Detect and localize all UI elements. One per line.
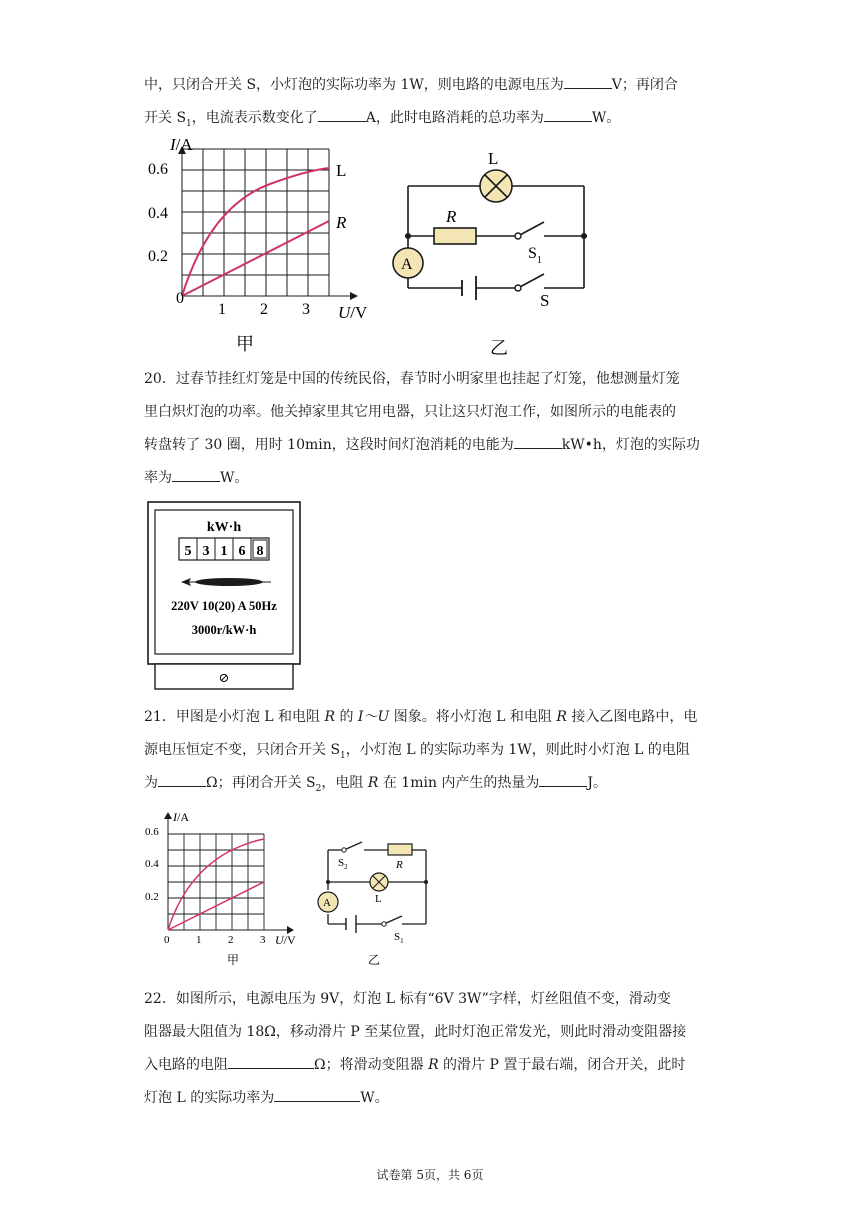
lamp-label: L: [488, 149, 499, 168]
answer-blank: [318, 107, 366, 122]
figure-caption: 乙: [490, 338, 508, 358]
meter-digits: [179, 538, 269, 560]
meter-spec: 220V 10(20) A 50Hz: [171, 599, 277, 613]
x-axis-label: U/V: [275, 933, 296, 947]
x-tick-label: 2: [228, 934, 234, 946]
q20-line3: 转盘转了 30 圈，用时 10min，这段时间灯泡消耗的电能为 kW•h，灯泡的实际功: [144, 434, 700, 454]
figure-caption: 甲: [227, 953, 240, 967]
q19-iu-graph: [140, 136, 380, 356]
svg-text:1: 1: [220, 544, 228, 559]
x-tick-label: 0: [164, 934, 170, 946]
answer-blank: [172, 467, 220, 482]
switch-s1-label: $S_1$: [394, 931, 404, 945]
q22-line4: 灯泡 L 的实际功率为 W。: [144, 1087, 389, 1107]
q20-line2: 里白炽灯泡的功率。他关掉家里其它用电器，只让这只灯泡工作，如图所示的电能表的: [144, 404, 676, 420]
switch-s1-label: $S_1$: [528, 245, 542, 266]
switch-s1-pivot: [515, 233, 521, 239]
switch-s-label: S: [540, 291, 550, 310]
q22-line3: 入电路的电阻 Ω；将滑动变阻器 R 的滑片 P 置于最右端，闭合开关，此时: [144, 1054, 685, 1074]
answer-blank: [274, 1087, 360, 1102]
x-tick-label: 1: [218, 301, 226, 318]
y-tick-label: 0.4: [148, 205, 168, 222]
ammeter-symbol: [318, 892, 338, 912]
q20-line1: 20．过春节挂红灯笼是中国的传统民俗，春节时小明家里也挂起了灯笼，他想测量灯笼: [144, 371, 680, 387]
switch-s-pivot: [515, 285, 521, 291]
svg-text:3: 3: [202, 544, 210, 559]
q19-circuit: [390, 142, 600, 358]
lamp-label: L: [375, 893, 382, 905]
answer-blank: [544, 107, 592, 122]
svg-text:5: 5: [184, 544, 192, 559]
answer-blank: [228, 1054, 314, 1069]
y-tick-label: 0: [176, 290, 184, 307]
answer-blank: [514, 434, 562, 449]
lamp-symbol: [480, 170, 512, 202]
answer-blank: [539, 772, 587, 787]
q21-line3: 为 Ω；再闭合开关 $S_2$，电阻 R 在 1min 内产生的热量为 J。: [144, 772, 607, 794]
resistor-symbol: [434, 228, 476, 244]
lamp-symbol: [370, 873, 388, 891]
x-tick-label: 3: [260, 934, 266, 946]
ammeter-symbol: [393, 248, 423, 278]
y-axis-label: I/A: [170, 135, 193, 154]
battery-symbol: [346, 915, 356, 933]
page-footer: 试卷第 5页，共 6页: [376, 1168, 484, 1182]
y-tick-label: 0.6: [145, 826, 159, 838]
battery-symbol: [462, 276, 476, 300]
x-axis-label: U/V: [338, 303, 368, 322]
q22-line2: 阻器最大阻值为 18Ω，移动滑片 P 至某位置，此时灯泡正常发光，则此时滑动变阻器接: [144, 1024, 687, 1040]
electric-meter: [147, 500, 303, 692]
y-tick-label: 0.2: [145, 891, 159, 903]
svg-text:6: 6: [238, 544, 246, 559]
meter-constant: 3000r/kW·h: [191, 623, 257, 637]
switch-s2-label: $S_2$: [338, 857, 348, 871]
meter-unit: kW·h: [206, 520, 242, 535]
y-axis-label: I/A: [173, 810, 189, 824]
meter-screw-icon: ⊘: [218, 670, 230, 685]
x-tick-label: 2: [260, 301, 268, 318]
curve-label-r: R: [336, 213, 347, 232]
answer-blank: [158, 772, 206, 787]
svg-text:8: 8: [256, 544, 264, 559]
q21-line2: 源电压恒定不变，只闭合开关 $S_1$，小灯泡 L 的实际功率为 1W，则此时小灯泡 L 的电阻: [144, 742, 690, 761]
svg-text:A: A: [323, 897, 331, 909]
q21-circuit: [314, 838, 436, 968]
answer-blank: [564, 74, 612, 89]
q21-iu-graph: [143, 808, 313, 968]
resistor-symbol: [388, 844, 412, 855]
line-r: [182, 221, 329, 296]
y-tick-label: 0.4: [145, 858, 159, 870]
x-tick-label: 3: [302, 301, 310, 318]
q19-line2: 开关 $S_1$，电流表示数变化了 A，此时电路消耗的总功率为 W。: [144, 107, 620, 129]
resistor-label: R: [446, 207, 457, 226]
q21-line1: 21．甲图是小灯泡 L 和电阻 R 的 I～U 图象。将小灯泡 L 和电阻 R 接入乙图电路中，电: [144, 709, 698, 725]
figure-caption: 甲: [236, 334, 254, 354]
q19-line1: 中，只闭合开关 S，小灯泡的实际功率为 1W，则电路的电源电压为 V；再闭合: [144, 74, 678, 94]
q22-line1: 22．如图所示，电源电压为 9V，灯泡 L 标有“6V 3W”字样，灯丝阻值不变，滑动变: [144, 991, 671, 1007]
resistor-label: R: [396, 859, 403, 871]
q20-line4: 率为 W。: [144, 467, 248, 487]
figure-caption: 乙: [368, 953, 381, 967]
x-tick-label: 1: [196, 934, 202, 946]
y-tick-label: 0.6: [148, 161, 168, 178]
curve-label-l: L: [336, 161, 347, 180]
svg-text:A: A: [401, 256, 413, 273]
y-tick-label: 0.2: [148, 248, 168, 265]
